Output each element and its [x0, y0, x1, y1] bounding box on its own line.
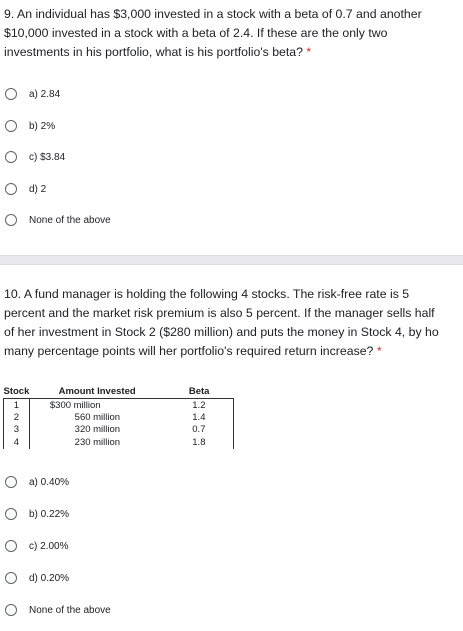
radio-button-icon[interactable]: [5, 214, 17, 226]
option-label: c) $3.84: [29, 151, 66, 163]
question-10-text: [4, 285, 463, 361]
option-label: d) 0.20%: [29, 572, 70, 584]
option-none[interactable]: [5, 602, 111, 618]
radio-button-icon[interactable]: [5, 476, 17, 488]
option-c[interactable]: [5, 149, 65, 165]
table-cell: 230 million: [74, 436, 121, 448]
question-line: $10,000 invested in a stock with a beta of 2.4. If these are the only two: [4, 26, 388, 40]
option-label: a) 2.84: [29, 88, 61, 100]
table-row: [4, 436, 234, 448]
required-asterisk: *: [306, 45, 312, 59]
table-cell: 2: [4, 411, 30, 423]
question-line: of her investment in Stock 2 ($280 million) and puts the money in Stock 4, by ho: [4, 325, 439, 339]
option-label: None of the above: [29, 604, 111, 616]
table-cell: 1: [4, 399, 30, 412]
table-row: [4, 411, 234, 423]
table-cell: 320 million: [74, 424, 121, 436]
table-cell: 3: [4, 424, 30, 436]
radio-button-icon[interactable]: [5, 540, 17, 552]
option-b[interactable]: [5, 506, 69, 522]
table-header: Amount Invested: [58, 386, 136, 397]
option-label: a) 0.40%: [29, 476, 70, 488]
table-cell: 0.7: [165, 424, 234, 436]
option-label: d) 2: [29, 183, 47, 195]
radio-button-icon[interactable]: [5, 508, 17, 520]
radio-button-icon[interactable]: [5, 183, 17, 195]
question-line: 10. A fund manager is holding the following 4 stocks. The risk-free rate is 5: [4, 287, 410, 301]
question-line: investments in his portfolio, what is his portfolio's beta? *: [4, 45, 312, 59]
stock-table: [3, 385, 234, 449]
option-label: b) 0.22%: [29, 508, 70, 520]
radio-button-icon[interactable]: [5, 88, 17, 100]
option-label: None of the above: [29, 214, 111, 226]
table-cell: 1.2: [165, 399, 234, 412]
table-cell: 4: [4, 436, 30, 448]
option-b[interactable]: [5, 118, 55, 134]
table-cell: 1.8: [165, 436, 234, 448]
table-header: Beta: [188, 386, 210, 397]
option-label: b) 2%: [29, 120, 56, 132]
option-d[interactable]: [5, 570, 69, 586]
required-asterisk: *: [376, 344, 382, 358]
section-separator: [0, 256, 463, 264]
divider: [0, 264, 463, 265]
table-header: Stock: [3, 386, 30, 397]
option-d[interactable]: [5, 181, 46, 197]
table-row: [4, 424, 234, 436]
radio-button-icon[interactable]: [5, 151, 17, 163]
option-label: c) 2.00%: [29, 540, 69, 552]
table-cell: $300 million: [29, 399, 165, 412]
question-line: many percentage points will her portfolio's required return increase? *: [4, 344, 382, 358]
option-a[interactable]: [5, 474, 69, 490]
table-cell: 1.4: [165, 411, 234, 423]
radio-button-icon[interactable]: [5, 572, 17, 584]
question-line: percent and the market risk premium is also 5 percent. If the manager sells half: [4, 306, 435, 320]
table-cell: 560 million: [74, 412, 121, 424]
option-c[interactable]: [5, 538, 68, 554]
table-row: [4, 399, 234, 412]
option-none[interactable]: [5, 212, 111, 228]
question-line: 9. An individual has $3,000 invested in a stock with a beta of 0.7 and another: [4, 7, 422, 21]
radio-button-icon[interactable]: [5, 120, 17, 132]
option-a[interactable]: [5, 86, 60, 102]
question-9-text: [4, 5, 463, 62]
radio-button-icon[interactable]: [5, 604, 17, 616]
